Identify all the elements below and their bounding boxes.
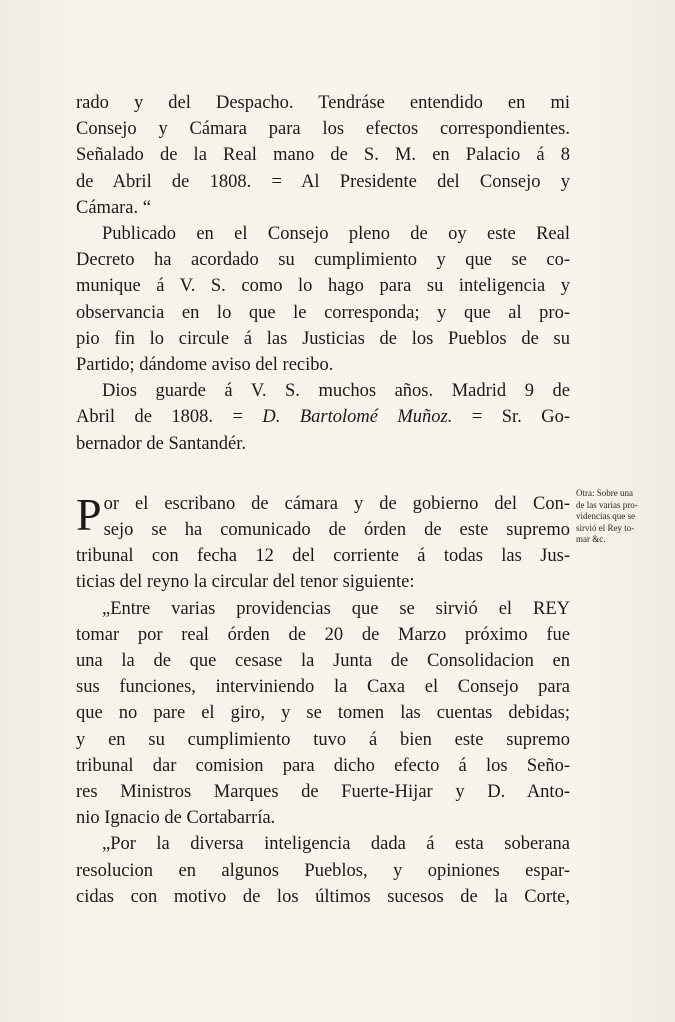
text-line: Partido; dándome aviso del recibo. (76, 355, 334, 376)
paragraph-providencias (76, 596, 570, 832)
text-line: y en su cumplimiento tuvo á bien este supremo (76, 729, 570, 750)
text-line: tribunal dar comision para dicho efecto á los Seño- (76, 755, 570, 776)
text-line: „Por la diversa inteligencia dada á esta soberana (102, 834, 570, 855)
text-line: ticias del reyno la circular del tenor siguiente: (76, 572, 415, 593)
text-line: Dios guarde á V. S. muchos años. Madrid 9 de (102, 381, 570, 402)
text-line: munique á V. S. como lo hago para su inteligencia y (76, 276, 570, 297)
margin-note-line: videncias que se (576, 511, 635, 521)
text-line (76, 404, 570, 430)
margin-note-line: de las varias pro- (576, 499, 638, 510)
text-line: una la de que cesase la Junta de Consolidacion en (76, 651, 570, 672)
paragraph-closing (76, 378, 570, 457)
text-line: „Entre varias providencias que se sirvió el REY (102, 598, 570, 619)
text-line: Señalado de la Real mano de S. M. en Palacio á 8 (76, 145, 570, 166)
addressee-text: = Sr. Go- (452, 407, 570, 428)
text-line: Cámara. “ (76, 197, 151, 218)
text-line: or el escribano de cámara y de gobierno del Con- (103, 493, 570, 514)
text-line: pio fin lo circule á las Justicias de los Pueblos de su (76, 328, 570, 349)
drop-cap: P (76, 488, 102, 540)
margin-note-line: mar &c. (576, 534, 606, 544)
margin-note-line: Otra: Sobre una (576, 488, 633, 498)
text-line: sus funciones, interviniendo la Caxa el Consejo para (76, 677, 570, 698)
margin-note (576, 488, 672, 546)
text-line: resolucion en algunos Pueblos, y opiniones espar- (76, 860, 570, 881)
signature-name: D. Bartolomé Muñoz. (262, 407, 453, 428)
section-gap (76, 457, 570, 491)
text-line: tribunal con fecha 12 del corriente á todas las Jus- (76, 546, 570, 567)
text-line: sejo se ha comunicado de órden de este supremo (103, 520, 570, 541)
text-line: bernador de Santandér. (76, 433, 247, 454)
text-line: observancia en lo que le corresponda; y que al pro- (76, 302, 570, 323)
date-text: Abril de 1808. = (76, 407, 263, 428)
text-line: rado y del Despacho. Tendráse entendido en mi (76, 93, 570, 113)
text-column (76, 90, 570, 910)
margin-note-line: sirvió el Rey to- (576, 522, 635, 533)
text-line: cidas con motivo de los últimos sucesos de la Corte, (76, 886, 570, 907)
paragraph-circular-intro (76, 488, 570, 596)
paragraph-inteligencia (76, 831, 570, 910)
text-line: Publicado en el Consejo pleno de oy este Real (102, 224, 570, 245)
text-line: que no pare el giro, y se tomen las cuentas debidas; (76, 703, 570, 724)
text-line: Decreto ha acordado su cumplimiento y que se co- (76, 250, 570, 271)
text-line: nio Ignacio de Cortabarría. (76, 808, 276, 829)
text-line: Consejo y Cámara para los efectos correspondientes. (76, 119, 570, 140)
paragraph-publication (76, 221, 570, 378)
paragraph-decree-end (76, 90, 570, 221)
text-line: res Ministros Marques de Fuerte-Hijar y D. Anto- (76, 782, 570, 803)
text-line: tomar por real órden de 20 de Marzo próximo fue (76, 624, 570, 645)
text-line: de Abril de 1808. = Al Presidente del Consejo y (76, 171, 570, 192)
